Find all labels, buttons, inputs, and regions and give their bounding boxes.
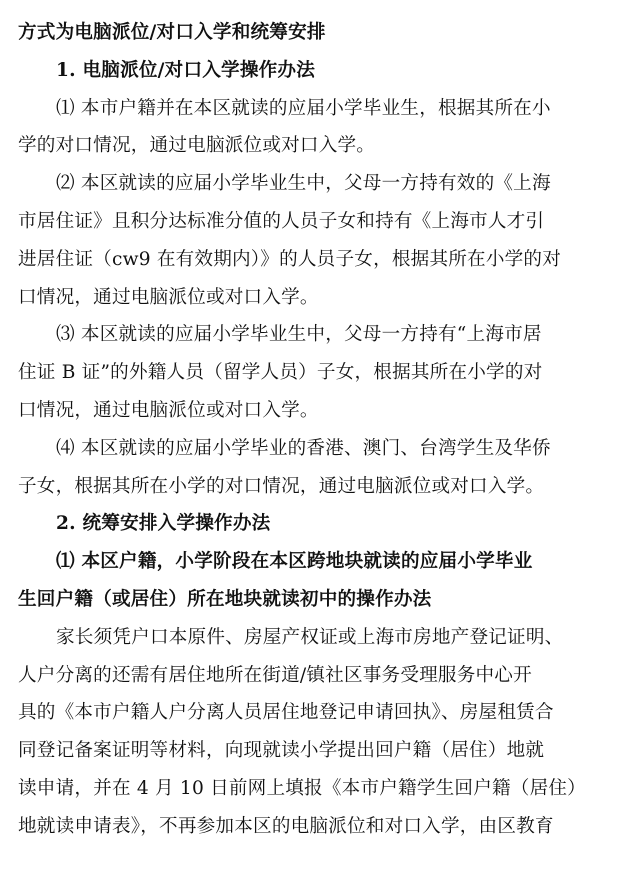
text-line: 具的《本市户籍人户分离人员居住地登记申请回执》、房屋租赁合 [18,702,554,724]
text-line: ⑷ 本区就读的应届小学毕业的香港、澳门、台湾学生及华侨 [56,437,551,459]
text-line: 进居住证（cw9 在有效期内）》的人员子女，根据其所在小学的对 [18,248,562,270]
text-line: 口情况，通过电脑派位或对口入学。 [18,286,319,308]
text-line: ⑵ 本区就读的应届小学毕业生中，父母一方持有效的《上海 [56,173,551,195]
text-line: ⑶ 本区就读的应届小学毕业生中，父母一方持有“上海市居 [56,324,542,346]
text-line: 同登记备案证明等材料，向现就读小学提出回户籍（居住）地就 [18,740,545,762]
text-line: 口情况，通过电脑派位或对口入学。 [18,399,319,421]
text-line: 学的对口情况，通过电脑派位或对口入学。 [18,135,376,157]
text-line: 住证 B 证”的外籍人员（留学人员）子女，根据其所在小学的对 [18,362,543,384]
text-line: 人户分离的还需有居住地所在街道/镇社区事务受理服务中心开 [18,664,532,686]
text-line: 市居住证》且积分达标准分值的人员子女和持有《上海市人才引 [18,210,545,232]
text-line: 家长须凭户口本原件、房屋产权证或上海市房地产登记证明、 [56,626,564,648]
text-line: ⑴ 本市户籍并在本区就读的应届小学毕业生，根据其所在小 [56,97,551,119]
text-line: 生回户籍（或居住）所在地块就读初中的操作办法 [18,588,432,610]
text-line: 2. 统筹安排入学操作办法 [56,513,271,535]
text-line: ⑴ 本区户籍，小学阶段在本区跨地块就读的应届小学毕业 [56,551,533,573]
text-line: 子女，根据其所在小学的对口情况，通过电脑派位或对口入学。 [18,475,545,497]
text-line: 方式为电脑派位/对口入学和统筹安排 [18,22,326,43]
text-line: 读申请，并在 4 月 10 日前网上填报《本市户籍学生回户籍（居住） [18,777,586,799]
text-line: 地就读申请表》，不再参加本区的电脑派位和对口入学，由区教育 [18,815,554,837]
text-line: 1. 电脑派位/对口入学操作办法 [56,59,316,81]
document-body [18,14,611,846]
